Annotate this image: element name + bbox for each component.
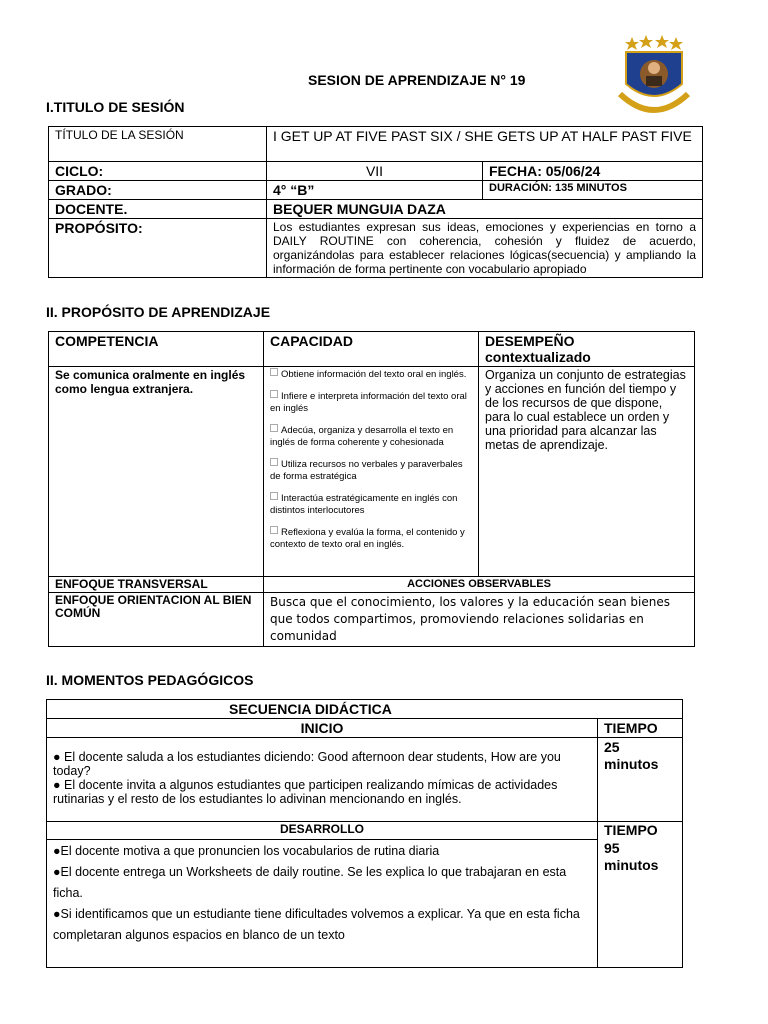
enfoque-bien-comun: ENFOQUE ORIENTACION AL BIEN COMÚN bbox=[49, 593, 264, 647]
section-heading-proposito: II. PROPÓSITO DE APRENDIZAJE bbox=[46, 304, 271, 320]
section-heading-titulo: I.TITULO DE SESIÓN bbox=[46, 99, 185, 115]
desempeno-text: Organiza un conjunto de estrategias y acciones en función del tiempo y de los recursos de que dispone, para lo cual establece un orden y una prioridad para alcanzar las metas de aprendizaje. bbox=[479, 367, 695, 577]
list-item: ●El docente motiva a que pronuncien los vocabularios de rutina diaria bbox=[53, 843, 440, 858]
grado-label: GRADO: bbox=[49, 181, 267, 200]
acciones-observables-label: ACCIONES OBSERVABLES bbox=[264, 577, 695, 593]
capacidad-item: Infiere e interpreta información del texto oral en inglés bbox=[270, 391, 467, 414]
capacidad-item: Obtiene información del texto oral en inglés. bbox=[270, 368, 472, 381]
desarrollo-content bbox=[47, 839, 598, 967]
capacidad-item: Interactúa estratégicamente en inglés con distintos interlocutores bbox=[270, 493, 458, 516]
fecha-value: FECHA: 05/06/24 bbox=[483, 162, 703, 181]
list-item: ●Si identificamos que un estudiante tiene dificultades volvemos a explicar. Ya que en esta ficha completaran algunos espacios en blanco de un texto bbox=[53, 906, 580, 942]
learning-purpose-table bbox=[48, 331, 695, 647]
inicio-header: INICIO bbox=[47, 719, 598, 738]
grado-value: 4° “B” bbox=[267, 181, 483, 200]
tiempo-header-desarrollo: TIEMPO bbox=[598, 822, 683, 840]
capacidad-item: Utiliza recursos no verbales y paraverbales de forma estratégica bbox=[270, 459, 463, 482]
capacidad-item: Reflexiona y evalúa la forma, el contenido y contexto de texto oral en inglés. bbox=[270, 527, 465, 550]
inicio-content bbox=[47, 738, 598, 822]
col-desempeno-title: DESEMPEÑO bbox=[485, 333, 575, 349]
enfoque-transversal-label: ENFOQUE TRANSVERSAL bbox=[49, 577, 264, 593]
tiempo-header-inicio: TIEMPO bbox=[598, 719, 683, 738]
docente-label: DOCENTE. bbox=[49, 200, 267, 219]
capacidad-item: Adecúa, organiza y desarrolla el texto en inglés de forma coherente y cohesionada bbox=[270, 425, 454, 448]
competencia-text: Se comunica oralmente en inglés como lengua extranjera. bbox=[49, 367, 264, 577]
didactic-sequence-table bbox=[46, 699, 683, 968]
ciclo-label: CICLO: bbox=[49, 162, 267, 181]
checkbox-icon bbox=[270, 368, 278, 376]
duracion-value: DURACIÓN: 135 MINUTOS bbox=[483, 181, 703, 200]
checkbox-icon bbox=[270, 492, 278, 500]
checkbox-icon bbox=[270, 390, 278, 398]
titulo-value: I GET UP AT FIVE PAST SIX / SHE GETS UP AT HALF PAST FIVE bbox=[267, 127, 703, 162]
desarrollo-tiempo-value: 95 minutos bbox=[598, 839, 683, 967]
proposito-label: PROPÓSITO: bbox=[49, 219, 267, 278]
page-title: SESION DE APRENDIZAJE N° 19 bbox=[308, 72, 526, 88]
titulo-label: TÍTULO DE LA SESIÓN bbox=[49, 127, 267, 162]
col-competencia: COMPETENCIA bbox=[49, 332, 264, 367]
col-capacidad: CAPACIDAD bbox=[264, 332, 479, 367]
desarrollo-header: DESARROLLO bbox=[47, 822, 598, 840]
proposito-value: Los estudiantes expresan sus ideas, emociones y experiencias en torno a DAILY ROUTINE con coherencia, cohesión y fluidez de acuerdo, organizándolas para establecer relaciones lógicas(secuencia) y ampliando la información de forma pertinente con vocabulario apropiado bbox=[267, 219, 703, 278]
section-heading-momentos: II. MOMENTOS PEDAGÓGICOS bbox=[46, 672, 254, 688]
inicio-tiempo-value: 25 minutos bbox=[598, 738, 683, 822]
school-logo bbox=[612, 34, 696, 118]
secuencia-title: SECUENCIA DIDÁCTICA bbox=[47, 700, 683, 719]
docente-value: BEQUER MUNGUIA DAZA bbox=[267, 200, 703, 219]
ciclo-value: VII bbox=[267, 162, 483, 181]
col-desempeno-sub: contextualizado bbox=[485, 349, 591, 365]
list-item: ● El docente saluda a los estudiantes diciendo: Good afternoon dear students, How are you today? bbox=[53, 750, 561, 778]
list-item: ●El docente entrega un Worksheets de daily routine. Se les explica lo que trabajaran en esta ficha. bbox=[53, 864, 567, 900]
col-desempeno bbox=[479, 332, 695, 367]
checkbox-icon bbox=[270, 424, 278, 432]
accion-observable-text: Busca que el conocimiento, los valores y la educación sean bienes que todos compartimos, promoviendo relaciones solidarias en comunidad bbox=[264, 593, 695, 647]
capacidades-list bbox=[264, 367, 479, 577]
list-item: ● El docente invita a algunos estudiantes que participen realizando mímicas de actividades rutinarias y el resto de los estudiantes lo adivinan mencionando en inglés. bbox=[53, 778, 558, 806]
checkbox-icon bbox=[270, 526, 278, 534]
session-info-table bbox=[48, 126, 703, 278]
checkbox-icon bbox=[270, 458, 278, 466]
